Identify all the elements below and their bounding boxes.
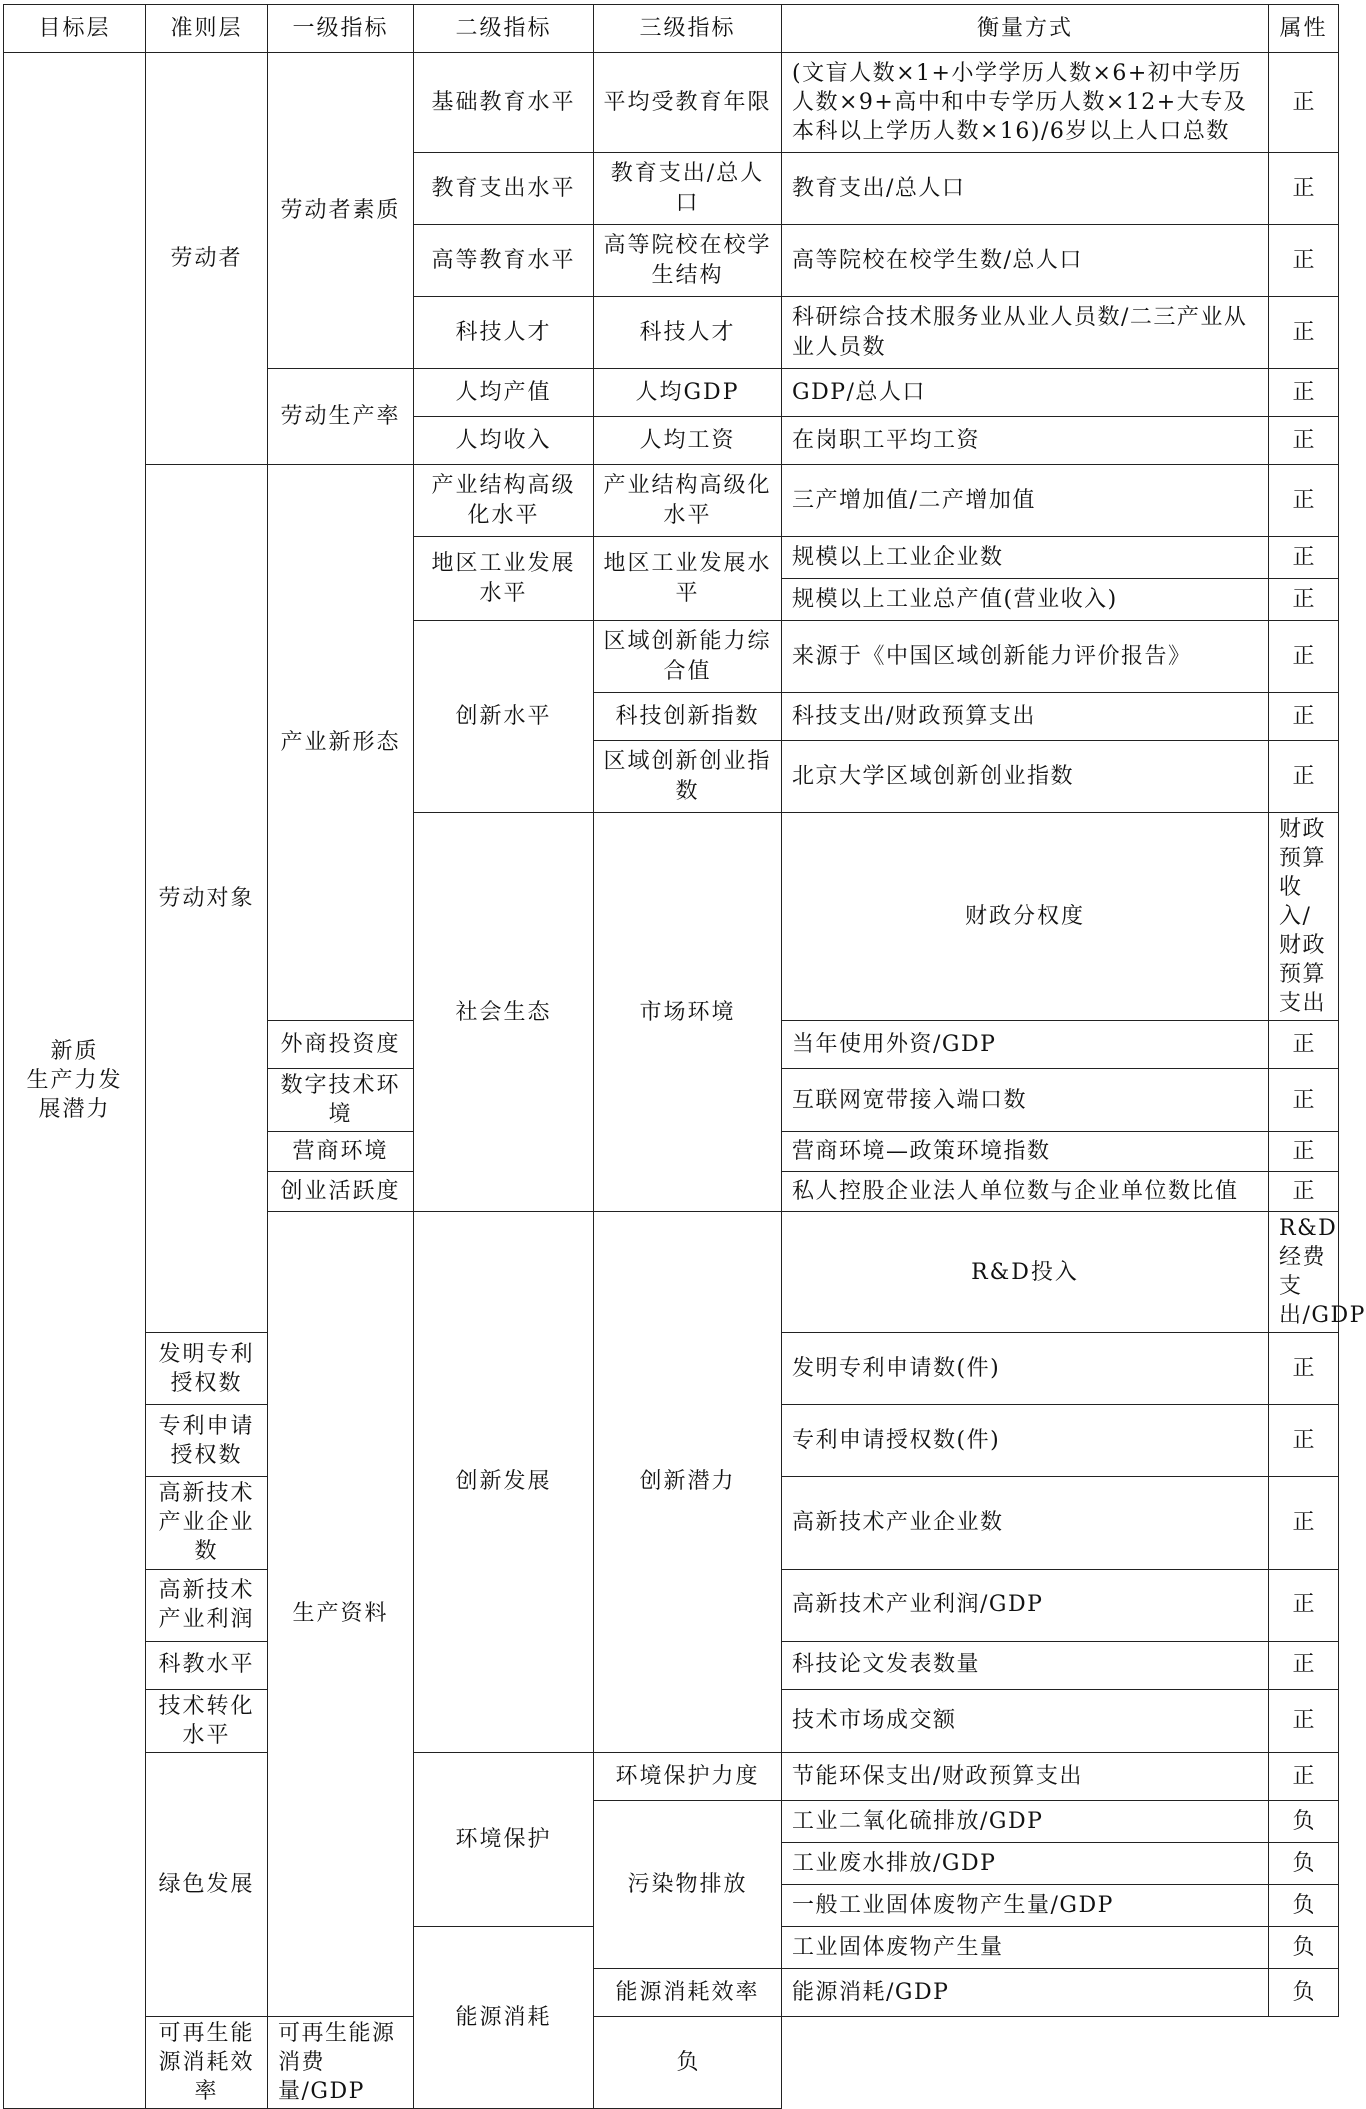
measure-cell: 当年使用外资/GDP (782, 1021, 1269, 1069)
measure-cell: 科技支出/财政预算支出 (782, 693, 1269, 741)
level3-cell: 科技创新指数 (594, 693, 782, 741)
level2-cell: 科技人才 (414, 297, 594, 369)
header-level2: 二级指标 (414, 5, 594, 53)
level3-cell: 区域创新创业指数 (594, 741, 782, 813)
criteria-cell: 生产资料 (268, 1212, 414, 2016)
level3-cell: 人均工资 (594, 417, 782, 465)
level2-cell: 能源消耗 (414, 1926, 594, 2108)
attr-cell: 负 (1269, 1968, 1339, 2016)
level3-cell: 教育支出/总人口 (594, 153, 782, 225)
level3-cell: 人均GDP (594, 369, 782, 417)
header-attr: 属性 (1269, 5, 1339, 53)
level3-cell: 高新技术产业企业数 (146, 1477, 268, 1569)
attr-cell: 正 (1269, 1069, 1339, 1132)
level2-cell: 基础教育水平 (414, 53, 594, 153)
level3-cell: 外商投资度 (268, 1021, 414, 1069)
attr-cell: 正 (1269, 465, 1339, 537)
measure-cell: 能源消耗/GDP (782, 1968, 1269, 2016)
measure-cell: 专利申请授权数(件) (782, 1405, 1269, 1477)
level3-cell: 能源消耗效率 (594, 1968, 782, 2016)
attr-cell: 正 (1269, 297, 1339, 369)
measure-cell: 教育支出/总人口 (782, 153, 1269, 225)
attr-cell: 正 (1269, 225, 1339, 297)
goal-cell: 新质 生产力发 展潜力 (4, 53, 146, 2109)
level3-cell: 地区工业发展水平 (594, 537, 782, 621)
level3-cell: 平均受教育年限 (594, 53, 782, 153)
level3-cell: 环境保护力度 (594, 1752, 782, 1800)
attr-cell: 正 (1269, 1172, 1339, 1212)
level2-cell: 市场环境 (594, 813, 782, 1212)
measure-cell: 高新技术产业企业数 (782, 1477, 1269, 1569)
header-row (4, 5, 1339, 53)
level1-cell: 劳动生产率 (268, 369, 414, 465)
measure-cell: 规模以上工业总产值(营业收入) (782, 579, 1269, 621)
attr-cell: 负 (1269, 1884, 1339, 1926)
level2-cell: 创新水平 (414, 621, 594, 813)
table-row (4, 1752, 1339, 1800)
measure-cell: R&D经费支出/GDP (1269, 1212, 1339, 1333)
level3-cell: 科教水平 (146, 1641, 268, 1689)
attr-cell: 正 (1269, 53, 1339, 153)
header-goal: 目标层 (4, 5, 146, 53)
measure-cell: 技术市场成交额 (782, 1689, 1269, 1752)
level3-cell: R&D投入 (782, 1212, 1269, 1333)
level2-cell: 高等教育水平 (414, 225, 594, 297)
attr-cell: 正 (1269, 1132, 1339, 1172)
measure-cell: 科研综合技术服务业从业人员数/二三产业从业人员数 (782, 297, 1269, 369)
attr-cell: 正 (1269, 153, 1339, 225)
measure-cell: 三产增加值/二产增加值 (782, 465, 1269, 537)
level2-cell: 教育支出水平 (414, 153, 594, 225)
level3-cell: 发明专利授权数 (146, 1333, 268, 1405)
table-row (4, 465, 1339, 537)
attr-cell: 正 (1269, 417, 1339, 465)
level1-cell: 创新发展 (414, 1212, 594, 1752)
attr-cell: 正 (1269, 1333, 1339, 1405)
indicator-table (3, 4, 1366, 2109)
measure-cell: 工业固体废物产生量 (782, 1926, 1269, 1968)
level1-cell: 社会生态 (414, 813, 594, 1212)
header-criteria: 准则层 (146, 5, 268, 53)
measure-cell: 北京大学区域创新创业指数 (782, 741, 1269, 813)
measure-cell: 财政预算收入/财政预算支出 (1269, 813, 1339, 1021)
level3-cell: 高新技术产业利润 (146, 1569, 268, 1641)
level3-cell: 财政分权度 (782, 813, 1269, 1021)
table-row (4, 53, 1339, 153)
attr-cell: 负 (1269, 1842, 1339, 1884)
level2-cell: 产业结构高级化水平 (414, 465, 594, 537)
level3-cell: 科技人才 (594, 297, 782, 369)
measure-cell: 来源于《中国区域创新能力评价报告》 (782, 621, 1269, 693)
level1-cell: 绿色发展 (146, 1752, 268, 2016)
measure-cell: 高新技术产业利润/GDP (782, 1569, 1269, 1641)
measure-cell: 一般工业固体废物产生量/GDP (782, 1884, 1269, 1926)
attr-cell: 正 (1269, 1689, 1339, 1752)
level3-cell: 可再生能源消耗效率 (146, 2016, 268, 2108)
level3-cell: 创业活跃度 (268, 1172, 414, 1212)
measure-cell: 可再生能源消费量/GDP (268, 2016, 414, 2108)
measure-cell: 在岗职工平均工资 (782, 417, 1269, 465)
level3-cell: 高等院校在校学生结构 (594, 225, 782, 297)
measure-cell: 科技论文发表数量 (782, 1641, 1269, 1689)
attr-cell: 正 (1269, 1752, 1339, 1800)
level2-cell: 创新潜力 (594, 1212, 782, 1752)
level3-cell: 污染物排放 (594, 1800, 782, 1968)
measure-cell: 私人控股企业法人单位数与企业单位数比值 (782, 1172, 1269, 1212)
attr-cell: 负 (1269, 1800, 1339, 1842)
attr-cell: 正 (1269, 369, 1339, 417)
measure-cell: 高等院校在校学生数/总人口 (782, 225, 1269, 297)
attr-cell: 正 (1269, 1021, 1339, 1069)
attr-cell: 正 (1269, 1477, 1339, 1569)
level3-cell: 专利申请授权数 (146, 1405, 268, 1477)
header-level1: 一级指标 (268, 5, 414, 53)
measure-cell: GDP/总人口 (782, 369, 1269, 417)
table-row (4, 2016, 1339, 2108)
level1-cell: 产业新形态 (268, 465, 414, 1021)
level2-cell: 人均产值 (414, 369, 594, 417)
header-level3: 三级指标 (594, 5, 782, 53)
measure-cell: 工业废水排放/GDP (782, 1842, 1269, 1884)
attr-cell: 负 (594, 2016, 782, 2108)
level3-cell: 区域创新能力综合值 (594, 621, 782, 693)
attr-cell: 正 (1269, 693, 1339, 741)
measure-cell: (文盲人数×1+小学学历人数×6+初中学历人数×9+高中和中专学历人数×12+大专及本科以上学历人数×16)/6岁以上人口总数 (782, 53, 1269, 153)
attr-cell: 负 (1269, 1926, 1339, 1968)
attr-cell: 正 (1269, 1641, 1339, 1689)
level3-cell: 技术转化水平 (146, 1689, 268, 1752)
level2-cell: 地区工业发展水平 (414, 537, 594, 621)
level2-cell: 环境保护 (414, 1752, 594, 1926)
attr-cell: 正 (1269, 579, 1339, 621)
measure-cell: 节能环保支出/财政预算支出 (782, 1752, 1269, 1800)
attr-cell: 正 (1269, 621, 1339, 693)
criteria-cell: 劳动者 (146, 53, 268, 465)
level3-cell: 数字技术环境 (268, 1069, 414, 1132)
measure-cell: 规模以上工业企业数 (782, 537, 1269, 579)
level3-cell: 营商环境 (268, 1132, 414, 1172)
measure-cell: 发明专利申请数(件) (782, 1333, 1269, 1405)
attr-cell: 正 (1269, 1405, 1339, 1477)
attr-cell: 正 (1269, 741, 1339, 813)
measure-cell: 工业二氧化硫排放/GDP (782, 1800, 1269, 1842)
attr-cell: 正 (1269, 1569, 1339, 1641)
level1-cell: 劳动者素质 (268, 53, 414, 369)
level2-cell: 人均收入 (414, 417, 594, 465)
criteria-cell: 劳动对象 (146, 465, 268, 1333)
measure-cell: 互联网宽带接入端口数 (782, 1069, 1269, 1132)
measure-cell: 营商环境—政策环境指数 (782, 1132, 1269, 1172)
attr-cell: 正 (1269, 537, 1339, 579)
header-measure: 衡量方式 (782, 5, 1269, 53)
level3-cell: 产业结构高级化水平 (594, 465, 782, 537)
